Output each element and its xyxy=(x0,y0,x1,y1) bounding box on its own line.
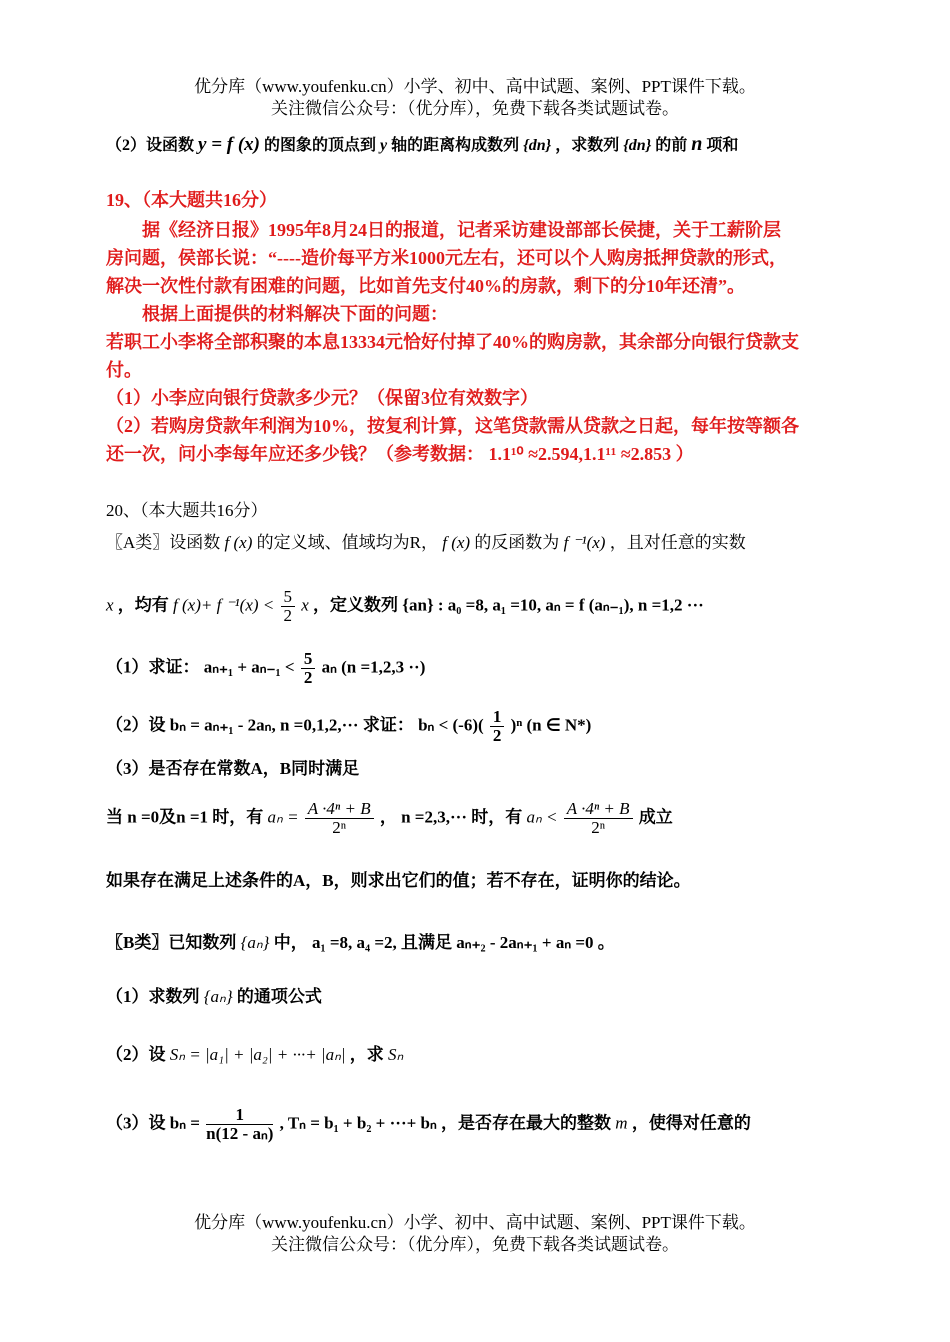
q20-a1-math-2: aₙ (n =1,2,3 ··) xyxy=(321,657,426,677)
q20-a2p-frac-den: 2 xyxy=(492,726,502,745)
q18-math-2: y xyxy=(380,137,388,154)
q20-b3-fraction xyxy=(206,1106,273,1143)
q20-a4-text-5: 成立 xyxy=(638,807,673,827)
q20-a2p-text-1: （2）设 xyxy=(106,715,166,735)
q20-a2-frac-den: 2 xyxy=(283,606,292,625)
footer-line-1: 优分库（www.youfenku.cn）小学、初中、高中试题、案例、PPT课件下载。 xyxy=(194,1213,756,1232)
q20-a2-sequence-def: {an} : a₀ =8, a₁ =10, aₙ = f (aₙ₋₁), n =1,2 ··· xyxy=(402,595,704,615)
q20-b1-math: {aₙ} xyxy=(203,987,233,1006)
q20-b3-frac-num: 1 xyxy=(206,1106,273,1125)
q20-a-part3: （3）是否存在常数A，B同时满足 xyxy=(106,759,360,778)
q20-a4-frac1-den: 2ⁿ xyxy=(332,818,347,837)
q20-a1-math-1: aₙ₊₁ + aₙ₋₁ < xyxy=(203,657,295,677)
q20-a-conclusion: 如果存在满足上述条件的A，B，则求出它们的值；若不存在，证明你的结论。 xyxy=(106,871,691,890)
q20-b3-frac-den: n(12 - aₙ) xyxy=(206,1124,274,1143)
q19-para2: 根据上面提供的材料解决下面的问题： xyxy=(142,304,448,324)
q20-a2p-frac-num: 1 xyxy=(490,708,505,727)
q19-para1-line2: 房问题，侯部长说：“----造价每平方米1000元左右，还可以个人购房抵押贷款的形式， xyxy=(106,248,787,268)
q19-para3-line2: 付。 xyxy=(106,360,142,380)
q18-math-1: y = f (x) xyxy=(198,134,261,155)
q18-math-4: {dn} xyxy=(623,137,652,154)
q20-a-text-3: 的反函数为 xyxy=(474,533,560,552)
q20-b3-math-2: , Tₙ = b₁ + b₂ + ···+ bₙ xyxy=(279,1113,437,1133)
q20-a2-text-1: ，均有 xyxy=(117,595,169,615)
q18-part2 xyxy=(106,132,866,156)
q20-b1-text-1: （1）求数列 xyxy=(106,987,200,1006)
q20-a-line1 xyxy=(106,528,866,553)
q20-a4-fraction-1 xyxy=(305,800,374,837)
q20-a2p-math-2: bₙ < (-6)( xyxy=(418,715,484,735)
q20-a-math-3: f ⁻¹(x) xyxy=(563,533,606,552)
q19-reference-data: 1.1¹⁰ ≈2.594,1.1¹¹ ≈2.853 ） xyxy=(488,444,694,464)
q20-a4-math-1: n =0及n =1 xyxy=(127,807,209,827)
q20-a4-text-1: 当 xyxy=(106,807,123,827)
q19-question-2-text: 还一次，问小李每年应还多少钱？（参考数据： xyxy=(106,444,484,464)
q20-b-math-3: aₙ₊₂ - 2aₙ₊₁ + aₙ =0 xyxy=(456,933,594,952)
q20-a4-frac1-num: A ·4ⁿ + B xyxy=(305,800,374,819)
q20-b-text-2: 中， xyxy=(273,933,308,952)
q20-a4-math-3: n =2,3,··· xyxy=(401,807,467,827)
q20-a1-frac-den: 2 xyxy=(303,668,313,687)
q20-a-part2 xyxy=(106,708,866,745)
q18-text-5: 的前 xyxy=(655,137,688,154)
q20-a2p-math-3: )ⁿ (n ∈ N*) xyxy=(510,715,592,735)
q20-a-text-1: 〖A类〗设函数 xyxy=(106,533,221,552)
page-footer xyxy=(0,1212,950,1256)
q18-math-3: {dn} xyxy=(523,137,552,154)
q20-b3-math-1: bₙ = xyxy=(169,1113,200,1133)
q19-para1-line3: 解决一次性付款有困难的问题，比如首先支付40%的房款，剩下的分10年还清”。 xyxy=(106,276,745,296)
q20-a2-math-x2: x xyxy=(301,595,309,615)
q18-math-5: n xyxy=(691,133,703,155)
q20-b-math-2: a₁ =8, a₄ =2, xyxy=(311,933,397,952)
q20-b3-text-3: ，使得对任意的 xyxy=(631,1113,751,1133)
q19-question-2-line2 xyxy=(106,440,866,466)
footer-line-2: 关注微信公众号：（优分库），免费下载各类试题试卷。 xyxy=(271,1235,679,1254)
q20-a2-frac-num: 5 xyxy=(281,588,296,607)
q19-title: 19、（本大题共16分） xyxy=(106,190,277,210)
q20-a-part3-condition xyxy=(106,800,866,837)
q20-a-part1 xyxy=(106,650,866,687)
q20-a2-math-ineq: f (x)+ f ⁻¹(x) < xyxy=(173,595,275,615)
q20-a-math-1: f (x) xyxy=(224,533,253,552)
q20-b2-text-1: （2）设 xyxy=(106,1045,166,1064)
q20-a2-math-x: x xyxy=(106,595,114,615)
q20-a2p-fraction xyxy=(490,708,505,745)
header-line-1: 优分库（www.youfenku.cn）小学、初中、高中试题、案例、PPT课件下载。 xyxy=(194,77,756,96)
q20-b-math-1: {aₙ} xyxy=(240,933,270,952)
q19-question-2-line1: （2）若购房贷款年利润为10%，按复利计算，这笔贷款需从贷款之日起，每年按等额各 xyxy=(106,416,799,436)
q18-text-6: 项和 xyxy=(706,137,739,154)
q20-a2p-text-2: 求证： xyxy=(362,715,414,735)
page-header xyxy=(0,76,950,120)
q20-a4-fraction-2 xyxy=(564,800,633,837)
q18-text-4: ，求数列 xyxy=(555,137,620,154)
q20-a4-math-4: aₙ < xyxy=(526,807,558,827)
q20-a-line2 xyxy=(106,588,866,625)
q20-b2-math-1: Sₙ = |a₁| + |a₂| + ···+ |aₙ| xyxy=(169,1045,346,1064)
q20-b1-text-2: 的通项公式 xyxy=(236,987,322,1006)
q20-b2-text-2: ，求 xyxy=(349,1045,384,1064)
q18-text-2: 的图象的顶点到 xyxy=(264,137,377,154)
q20-b-part2 xyxy=(106,1040,866,1065)
q20-a-text-2: 的定义域、值域均为R， xyxy=(256,533,438,552)
q20-b3-text-2: ，是否存在最大的整数 xyxy=(441,1113,612,1133)
q20-b2-math-2: Sₙ xyxy=(388,1045,404,1064)
q20-a1-frac-num: 5 xyxy=(301,650,316,669)
q19-para1-line1: 据《经济日报》1995年8月24日的报道，记者采访建设部部长侯捷，关于工薪阶层 xyxy=(142,220,781,240)
q20-b-text-4: 。 xyxy=(597,933,615,952)
q20-b3-math-3: m xyxy=(615,1113,628,1133)
q20-a-text-4: ，且对任意的实数 xyxy=(609,533,746,552)
q20-b-part1 xyxy=(106,982,866,1007)
q19-question-1: （1）小李应向银行贷款多少元？（保留3位有效数字） xyxy=(106,388,538,408)
q20-a2p-math-1: bₙ = aₙ₊₁ - 2aₙ, n =0,1,2,··· xyxy=(169,715,359,735)
q18-text-3: 轴的距离构成数列 xyxy=(391,137,520,154)
q20-a4-frac2-num: A ·4ⁿ + B xyxy=(564,800,633,819)
q20-a1-text: （1）求证： xyxy=(106,657,200,677)
q20-b-intro xyxy=(106,928,866,953)
q20-a-math-2: f (x) xyxy=(442,533,471,552)
q20-a1-fraction xyxy=(301,650,316,687)
q20-a2-fraction xyxy=(281,588,296,625)
q20-b-text-3: 且满足 xyxy=(401,933,453,952)
q19-para3-line1: 若职工小李将全部积聚的本息13334元恰好付掉了40%的购房款，其余部分向银行贷款支 xyxy=(106,332,799,352)
q20-a4-text-2: 时，有 xyxy=(212,807,264,827)
header-line-2: 关注微信公众号：（优分库），免费下载各类试题试卷。 xyxy=(271,99,679,118)
q20-b3-text-1: （3）设 xyxy=(106,1113,166,1133)
q20-a2-text-2: ，定义数列 xyxy=(313,595,399,615)
q20-b-text-1: 〖B类〗已知数列 xyxy=(106,933,237,952)
q20-a4-math-2: aₙ = xyxy=(267,807,299,827)
q20-a4-text-4: 时，有 xyxy=(471,807,523,827)
q20-title: 20、（本大题共16分） xyxy=(106,501,268,520)
q20-a4-frac2-den: 2ⁿ xyxy=(591,818,606,837)
q20-a4-text-3: ， xyxy=(379,807,397,827)
q20-b-part3 xyxy=(106,1106,866,1143)
q18-text-1: （2）设函数 xyxy=(106,137,195,154)
